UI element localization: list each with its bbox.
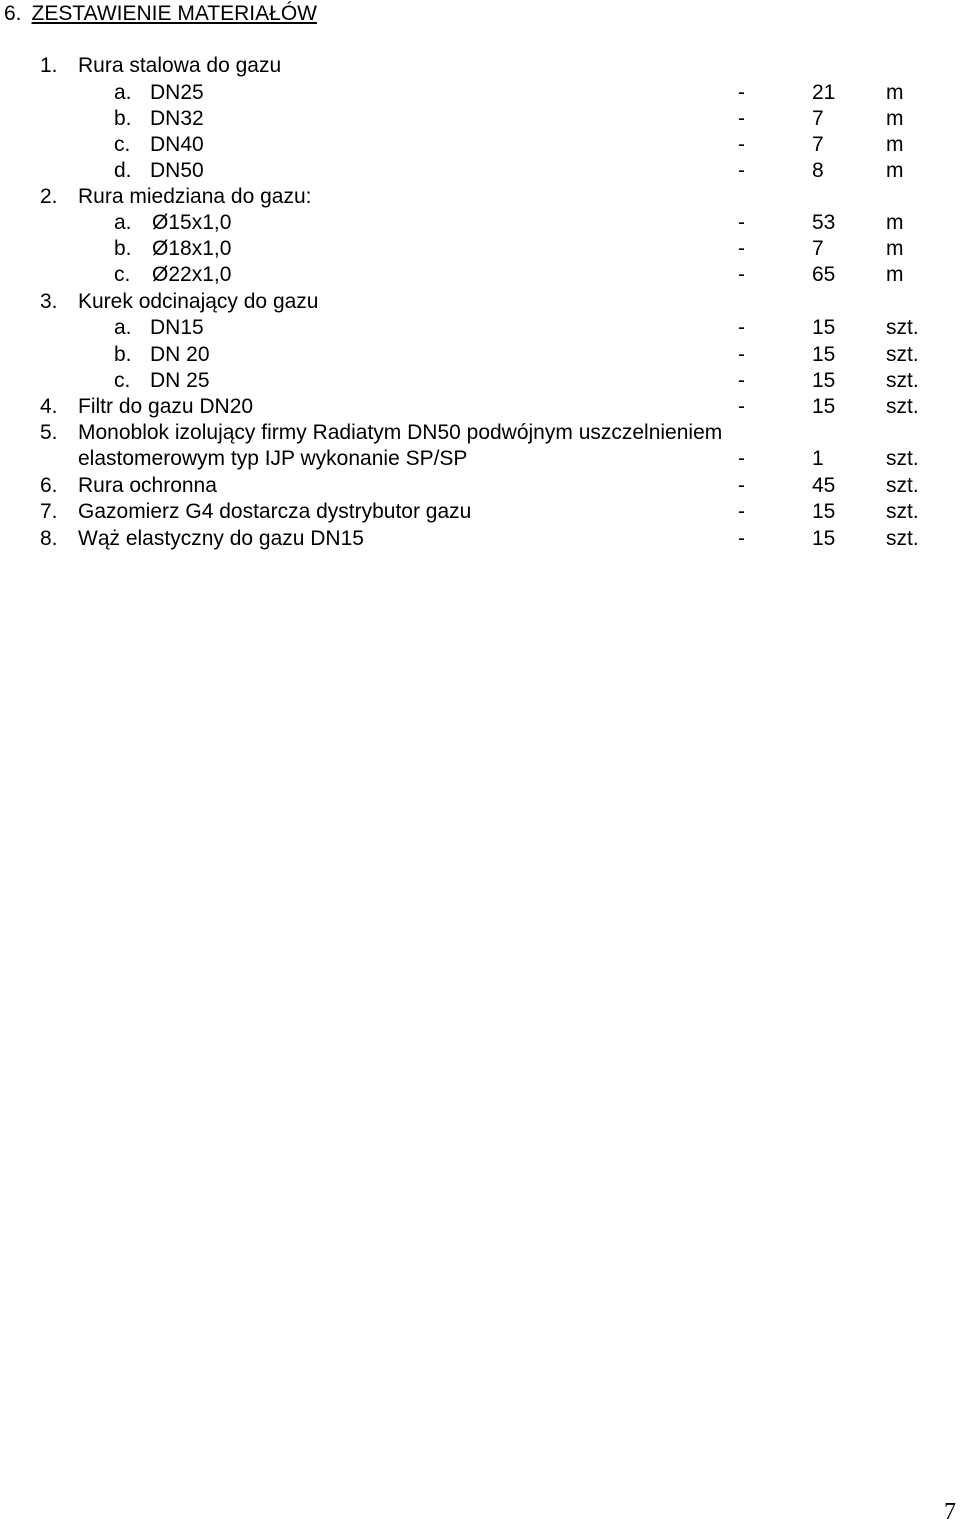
section-title: ZESTAWIENIE MATERIAŁÓW	[31, 2, 317, 25]
item-quantity: 53	[812, 211, 836, 234]
item-unit: szt.	[886, 316, 919, 339]
page-number: 7	[944, 1499, 956, 1525]
item-quantity: 7	[812, 133, 824, 156]
item-text: Filtr do gazu DN20	[78, 395, 254, 418]
item-text: Rura miedziana do gazu:	[78, 185, 312, 208]
item-marker: c.	[114, 133, 131, 156]
item-marker: b.	[114, 107, 132, 130]
section-number: 6.	[4, 2, 22, 25]
list-item	[0, 132, 960, 158]
list-item-gas-filter	[0, 394, 960, 420]
item-dash: -	[738, 263, 745, 286]
item-marker: 8.	[40, 527, 58, 550]
item-text: Rura ochronna	[78, 474, 217, 497]
list-item	[0, 368, 960, 394]
item-marker: d.	[114, 159, 132, 182]
item-dash: -	[738, 81, 745, 104]
item-quantity: 45	[812, 474, 836, 497]
item-unit: m	[886, 81, 904, 104]
item-unit: m	[886, 211, 904, 234]
item-text: Monoblok izolujący firmy Radiatym DN50 podwójnym uszczelnieniem	[78, 421, 723, 444]
item-marker: a.	[114, 316, 132, 339]
item-quantity: 15	[812, 343, 836, 366]
item-quantity: 7	[812, 237, 824, 260]
item-marker: 3.	[40, 290, 58, 313]
item-dash: -	[738, 159, 745, 182]
item-unit: szt.	[886, 395, 919, 418]
item-marker: 1.	[40, 54, 58, 77]
item-quantity: 65	[812, 263, 836, 286]
item-text: DN32	[150, 107, 204, 130]
item-dash: -	[738, 316, 745, 339]
item-text: Ø18x1,0	[152, 237, 232, 260]
item-text: Rura stalowa do gazu	[78, 54, 282, 77]
item-text: Ø15x1,0	[152, 211, 232, 234]
item-quantity: 15	[812, 316, 836, 339]
item-text: Gazomierz G4 dostarcza dystrybutor gazu	[78, 500, 472, 523]
item-marker: 7.	[40, 500, 58, 523]
item-dash: -	[738, 447, 745, 470]
item-unit: szt.	[886, 527, 919, 550]
item-marker: b.	[114, 237, 132, 260]
item-dash: -	[738, 474, 745, 497]
item-quantity: 21	[812, 81, 836, 104]
list-item	[0, 210, 960, 236]
item-dash: -	[738, 107, 745, 130]
list-item	[0, 236, 960, 262]
item-quantity: 15	[812, 527, 836, 550]
item-text: Kurek odcinający do gazu	[78, 290, 319, 313]
list-item-pipe-steel	[0, 53, 960, 79]
item-text: DN50	[150, 159, 204, 182]
item-dash: -	[738, 527, 745, 550]
item-text: DN 20	[150, 343, 210, 366]
item-marker: b.	[114, 343, 132, 366]
item-text: Wąż elastyczny do gazu DN15	[78, 527, 364, 550]
item-unit: m	[886, 107, 904, 130]
item-text: DN25	[150, 81, 204, 104]
item-dash: -	[738, 133, 745, 156]
item-unit: m	[886, 133, 904, 156]
item-unit: szt.	[886, 500, 919, 523]
item-dash: -	[738, 500, 745, 523]
list-item	[0, 315, 960, 341]
item-unit: szt.	[886, 474, 919, 497]
list-item-protective-pipe	[0, 473, 960, 499]
item-quantity: 7	[812, 107, 824, 130]
list-item-gas-meter	[0, 499, 960, 525]
list-item	[0, 80, 960, 106]
list-item-shutoff-valve	[0, 289, 960, 315]
item-dash: -	[738, 237, 745, 260]
item-marker: 2.	[40, 185, 58, 208]
item-quantity: 1	[812, 447, 824, 470]
item-unit: szt.	[886, 343, 919, 366]
section-heading	[4, 2, 317, 26]
item-unit: szt.	[886, 369, 919, 392]
item-dash: -	[738, 211, 745, 234]
item-quantity: 8	[812, 159, 824, 182]
list-item-monoblock	[0, 420, 960, 446]
item-marker: c.	[114, 263, 131, 286]
item-marker: 4.	[40, 395, 58, 418]
item-text: DN 25	[150, 369, 210, 392]
list-item	[0, 106, 960, 132]
item-marker: 5.	[40, 421, 58, 444]
item-dash: -	[738, 343, 745, 366]
list-item	[0, 262, 960, 288]
item-text: DN15	[150, 316, 204, 339]
item-marker: 6.	[40, 474, 58, 497]
item-quantity: 15	[812, 369, 836, 392]
item-dash: -	[738, 395, 745, 418]
item-marker: a.	[114, 81, 132, 104]
list-item-monoblock-continued	[0, 446, 960, 472]
item-marker: c.	[114, 369, 131, 392]
item-unit: szt.	[886, 447, 919, 470]
item-dash: -	[738, 369, 745, 392]
item-text: elastomerowym typ IJP wykonanie SP/SP	[78, 447, 468, 470]
item-text: Ø22x1,0	[152, 263, 232, 286]
item-unit: m	[886, 237, 904, 260]
item-quantity: 15	[812, 395, 836, 418]
list-item-pipe-copper	[0, 184, 960, 210]
item-quantity: 15	[812, 500, 836, 523]
list-item	[0, 342, 960, 368]
list-item	[0, 158, 960, 184]
item-marker: a.	[114, 211, 132, 234]
item-unit: m	[886, 263, 904, 286]
item-text: DN40	[150, 133, 204, 156]
list-item-flexible-hose	[0, 526, 960, 552]
item-unit: m	[886, 159, 904, 182]
